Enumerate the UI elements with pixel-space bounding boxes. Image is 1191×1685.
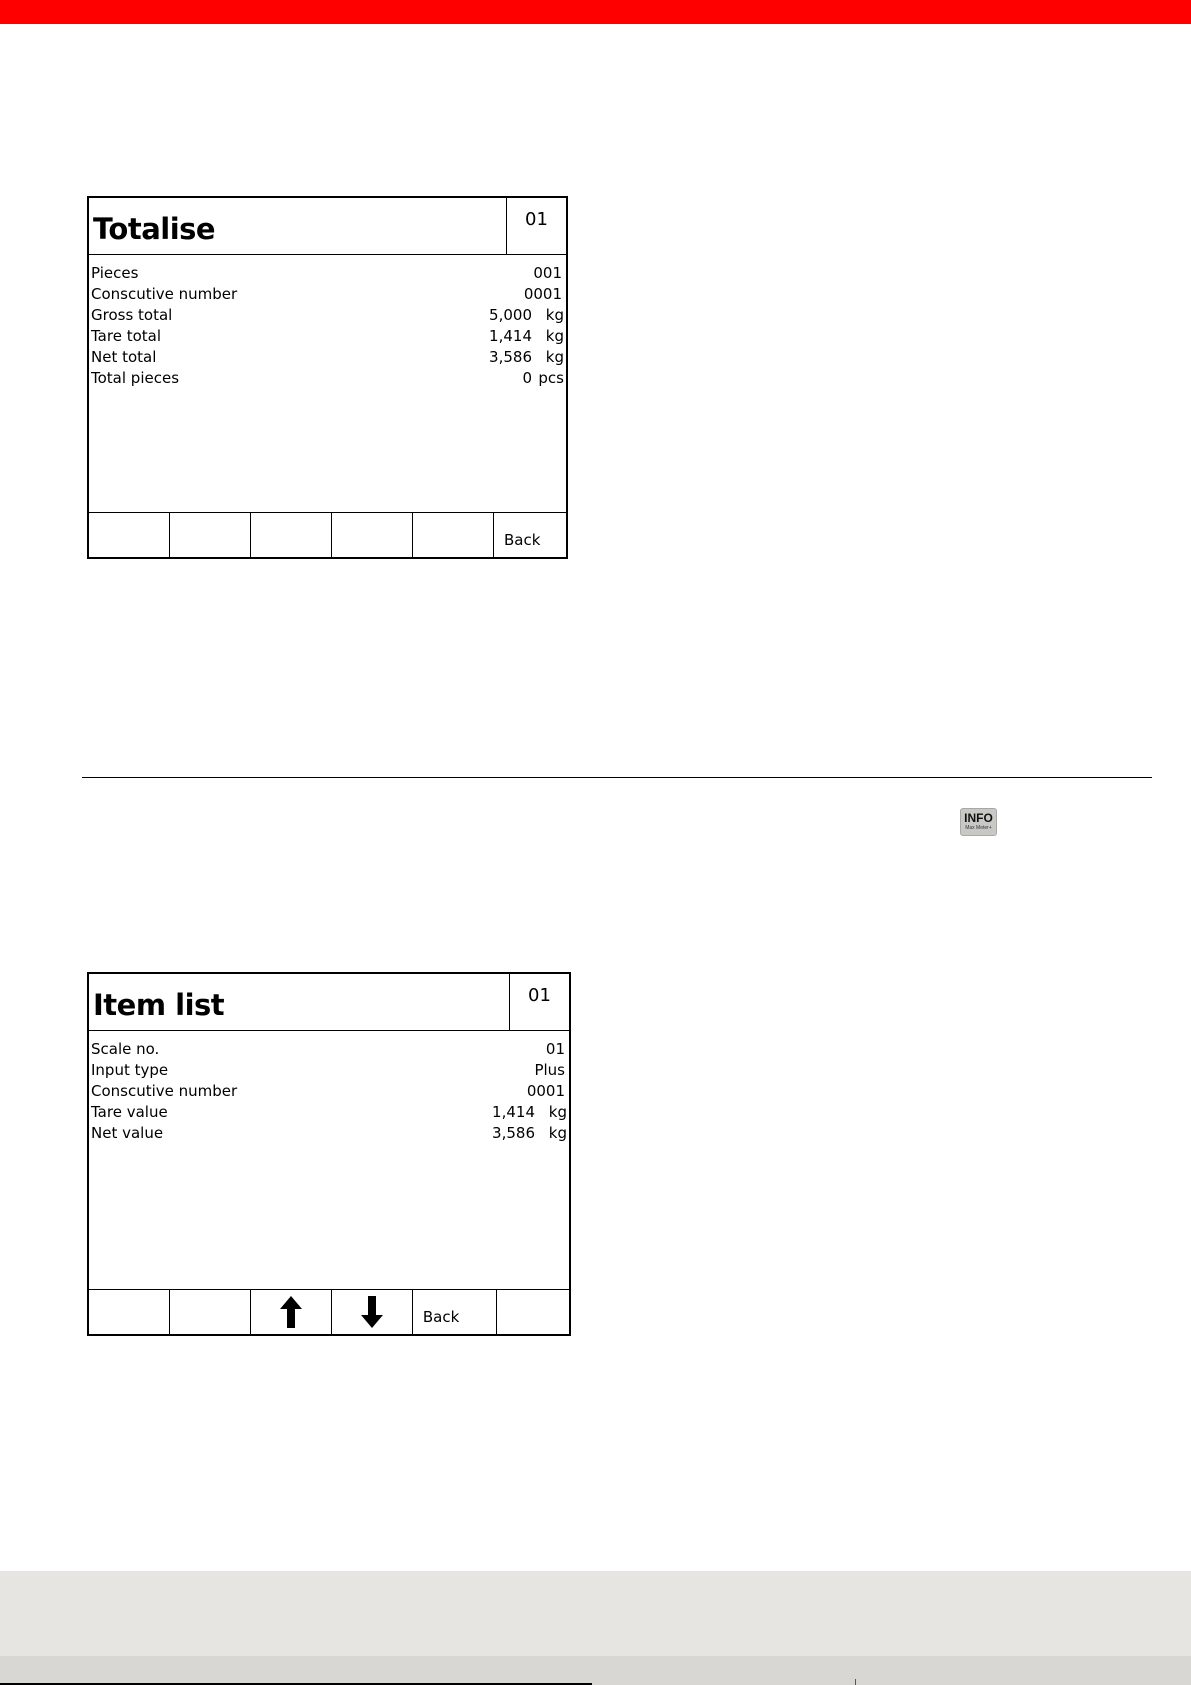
row-value: 5,000	[489, 306, 532, 324]
row-value: 1,414	[492, 1103, 535, 1121]
row-unit: kg	[548, 1103, 567, 1121]
scale-id: 01	[506, 198, 566, 254]
footer-band	[0, 1571, 1191, 1656]
row-label: Conscutive number	[91, 1082, 238, 1100]
screen-title: Item list	[93, 988, 225, 1022]
row-label: Net value	[91, 1124, 164, 1142]
row-value: 01	[545, 1040, 565, 1058]
scale-id: 01	[509, 974, 569, 1030]
softkey-3[interactable]	[250, 513, 331, 557]
softkey-1[interactable]	[89, 1290, 169, 1334]
back-softkey[interactable]	[493, 513, 566, 557]
data-row-tare-value	[91, 1102, 567, 1123]
data-rows	[91, 1039, 567, 1144]
row-value: 001	[533, 264, 562, 282]
softkey-bar	[89, 1289, 569, 1334]
footer-tick	[855, 1679, 856, 1685]
softkey-2[interactable]	[169, 513, 250, 557]
row-label: Tare value	[91, 1103, 168, 1121]
data-row-total-pieces	[91, 368, 564, 389]
softkey-1[interactable]	[89, 513, 169, 557]
row-unit: pcs	[538, 369, 564, 387]
data-row-scale-no	[91, 1039, 567, 1060]
row-unit: kg	[548, 1124, 567, 1142]
arrow-down-icon	[361, 1296, 383, 1328]
row-label: Net total	[91, 348, 157, 366]
back-softkey[interactable]	[412, 1290, 496, 1334]
data-row-consecutive-number	[91, 1081, 567, 1102]
row-unit: kg	[545, 306, 564, 324]
row-value: Plus	[534, 1061, 565, 1079]
screen-title-row	[89, 974, 569, 1031]
data-row-pieces	[91, 263, 564, 284]
row-label: Tare total	[91, 327, 162, 345]
item-list-screen	[87, 972, 571, 1336]
row-unit: kg	[545, 348, 564, 366]
section-divider	[82, 777, 1152, 778]
row-label: Total pieces	[91, 369, 180, 387]
row-value: 1,414	[489, 327, 532, 345]
scroll-up-softkey[interactable]	[250, 1290, 331, 1334]
row-label: Conscutive number	[91, 285, 238, 303]
header-accent-bar	[0, 0, 1191, 24]
softkey-bar	[89, 512, 566, 557]
row-value: 3,586	[489, 348, 532, 366]
arrow-up-icon	[280, 1296, 302, 1328]
info-key-label: INFO	[964, 811, 993, 825]
screen-title: Totalise	[93, 212, 216, 246]
data-row-gross-total	[91, 305, 564, 326]
back-label: Back	[504, 531, 541, 549]
row-label: Pieces	[91, 264, 139, 282]
totalise-screen	[87, 196, 568, 559]
info-key-sublabel: Max Meter+	[965, 825, 992, 831]
row-label: Scale no.	[91, 1040, 160, 1058]
softkey-2[interactable]	[169, 1290, 250, 1334]
row-unit: kg	[545, 327, 564, 345]
footer-strip	[0, 1656, 1191, 1685]
row-label: Input type	[91, 1061, 169, 1079]
data-rows	[91, 263, 564, 389]
data-row-input-type	[91, 1060, 567, 1081]
softkey-4[interactable]	[331, 513, 412, 557]
back-label: Back	[422, 1308, 460, 1326]
row-label: Gross total	[91, 306, 173, 324]
info-key-icon	[960, 808, 997, 836]
row-value: 0	[522, 369, 532, 387]
scroll-down-softkey[interactable]	[331, 1290, 412, 1334]
row-value: 0001	[526, 1082, 565, 1100]
softkey-5[interactable]	[412, 513, 493, 557]
data-row-net-total	[91, 347, 564, 368]
data-row-tare-total	[91, 326, 564, 347]
data-row-net-value	[91, 1123, 567, 1144]
row-value: 3,586	[492, 1124, 535, 1142]
screen-title-row	[89, 198, 566, 255]
row-value: 0001	[523, 285, 562, 303]
softkey-6[interactable]	[496, 1290, 569, 1334]
data-row-consecutive-number	[91, 284, 564, 305]
